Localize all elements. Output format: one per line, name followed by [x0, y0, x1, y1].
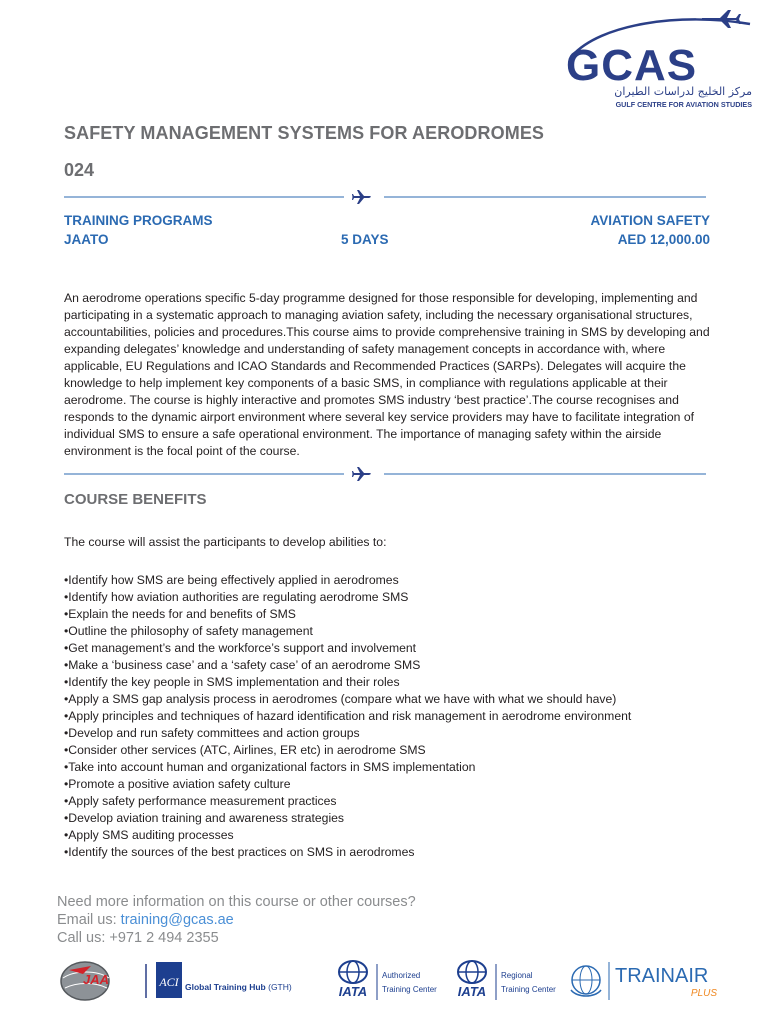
logo-full-name: GULF CENTRE FOR AVIATION STUDIES [615, 100, 752, 109]
list-item: • Identify the key people in SMS implementation and their roles [64, 674, 631, 691]
list-item: • Apply a SMS gap analysis process in aerodromes (compare what we have with what we should have) [64, 691, 631, 708]
gcas-logo [560, 8, 760, 113]
benefits-lead: The course will assist the participants to develop abilities to: [64, 535, 387, 549]
airplane-icon [352, 467, 371, 481]
list-item: • Develop and run safety committees and action groups [64, 725, 631, 742]
course-provider: JAATO [64, 232, 109, 247]
course-area: AVIATION SAFETY [590, 213, 710, 228]
globe-icon [339, 961, 367, 983]
iata-authorized-logo [339, 961, 437, 1000]
iata-regional-logo [458, 961, 556, 1000]
svg-text:IATA: IATA [457, 984, 487, 999]
course-code: 024 [64, 160, 95, 180]
aci-logo [156, 962, 292, 998]
svg-text:Regional: Regional [501, 971, 533, 980]
list-item: • Identify how SMS are being effectively applied in aerodromes [64, 572, 631, 589]
globe-icon [458, 961, 486, 983]
list-item: • Take into account human and organizational factors in SMS implementation [64, 759, 631, 776]
list-item: • Promote a positive aviation safety culture [64, 776, 631, 793]
svg-text:Training Center: Training Center [501, 985, 556, 994]
trainair-plus-logo [571, 962, 717, 1000]
accreditation-logos [55, 956, 745, 1006]
logo-wordmark: GCAS [566, 41, 698, 90]
icao-emblem-icon [571, 966, 601, 996]
benefits-list [64, 572, 631, 861]
list-item: • Consider other services (ATC, Airlines, ER etc) in aerodrome SMS [64, 742, 631, 759]
airplane-icon [352, 190, 371, 204]
section-divider [64, 190, 706, 204]
svg-text:IATA: IATA [338, 984, 368, 999]
list-item: • Identify the sources of the best practices on SMS in aerodromes [64, 844, 631, 861]
svg-text:Training Center: Training Center [382, 985, 437, 994]
svg-text:JAA: JAA [83, 972, 110, 987]
gth-label: Global Training Hub (GTH) [185, 982, 292, 992]
list-item: • Apply safety performance measurement practices [64, 793, 631, 810]
svg-text:PLUS: PLUS [690, 988, 717, 999]
section-divider [64, 467, 706, 481]
list-item: • Identify how aviation authorities are regulating aerodrome SMS [64, 589, 631, 606]
email-label: Email us: [57, 912, 121, 928]
list-item: • Apply SMS auditing processes [64, 827, 631, 844]
svg-text:TRAINAIR: TRAINAIR [615, 965, 709, 987]
list-item: • Get management’s and the workforce’s support and involvement [64, 640, 631, 657]
course-duration: 5 DAYS [341, 232, 389, 247]
list-item: • Explain the needs for and benefits of SMS [64, 606, 631, 623]
contact-block [57, 893, 416, 947]
svg-text:Authorized: Authorized [382, 971, 421, 980]
list-item: • Make a ‘business case’ and a ‘safety case’ of an aerodrome SMS [64, 657, 631, 674]
airplane-icon [702, 10, 741, 28]
course-description: An aerodrome operations specific 5-day programme designed for those responsible for developing, implementing and participating in a systematic approach to managing aviation safety, including the necessary organisational structures, accountabilities, policies and procedures.This course aims to provide comprehensive training in SMS by developing and expanding delegates’ knowledge and understanding of safety management concepts in accordance with, where applicable, EU Regulations and ICAO Standards and Recommended Practices (SARPs). Delegates will acquire the knowledge to help implement key components of a basic SMS, in compliance with regulations applicable at their aerodrome. The course is highly interactive and promotes SMS industry ‘best practice’.The course recognises and responds to the dynamic airport environment where several key service providers may have to facilitate integration of individual SMS to ensure a safe operational environment. The importance of managing safety within the airside environment is the focal point of the course. [64, 291, 710, 458]
course-title: SAFETY MANAGEMENT SYSTEMS FOR AERODROMES [64, 123, 545, 143]
course-category: TRAINING PROGRAMS [64, 213, 213, 228]
contact-prompt: Need more information on this course or other courses? [57, 894, 416, 910]
email-link[interactable]: training@gcas.ae [120, 912, 234, 928]
benefits-heading: COURSE BENEFITS [64, 491, 207, 508]
contact-email-line [57, 911, 416, 929]
logo-arabic-name: مركز الخليج لدراسات الطيران [614, 85, 752, 98]
course-price: AED 12,000.00 [617, 232, 710, 247]
list-item: • Outline the philosophy of safety management [64, 623, 631, 640]
svg-text:ACI: ACI [159, 975, 179, 989]
list-item: • Develop aviation training and awareness strategies [64, 810, 631, 827]
jaa-logo [61, 962, 109, 1000]
list-item: • Apply principles and techniques of hazard identification and risk management in aerodrome environment [64, 708, 631, 725]
contact-phone: Call us: +971 2 494 2355 [57, 930, 219, 946]
